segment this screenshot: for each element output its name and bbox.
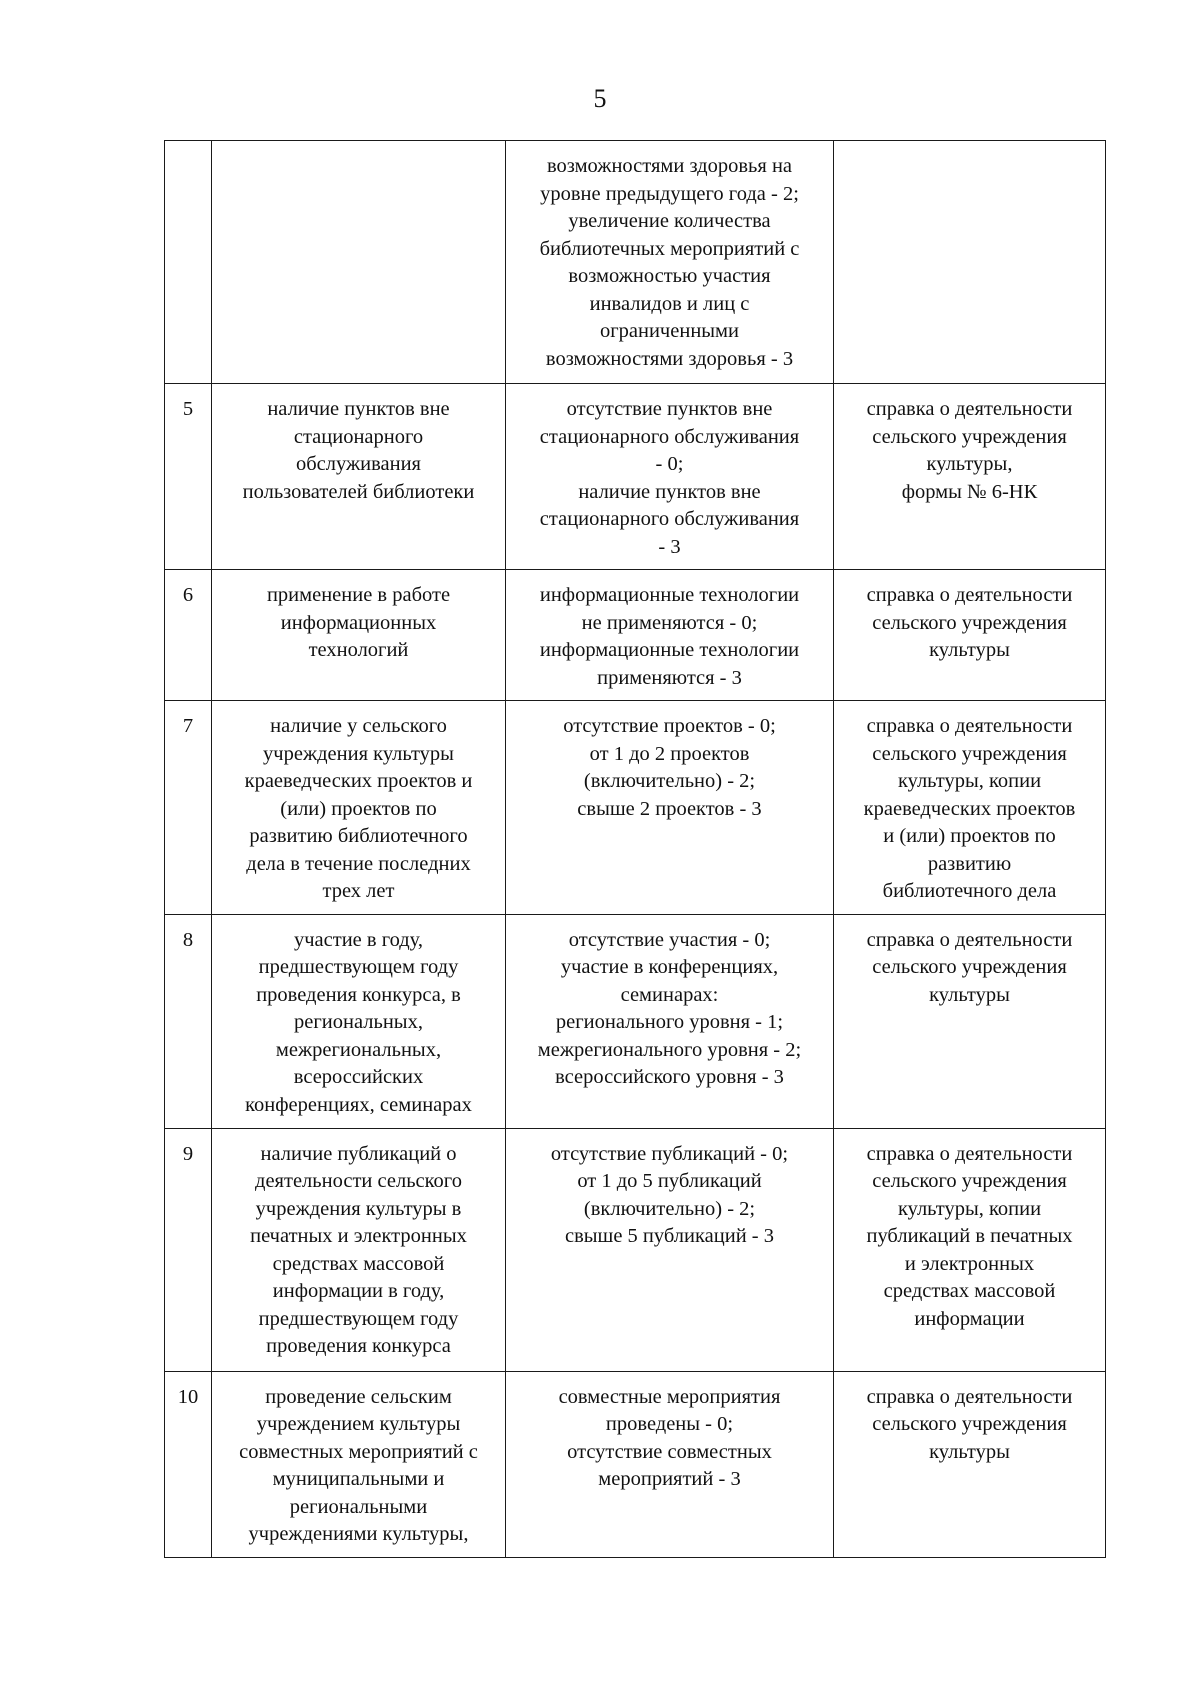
source-line: культуры,: [926, 453, 1013, 475]
scoring-line: инвалидов и лиц с: [589, 292, 750, 315]
criterion-line: предшествующем году: [258, 1307, 459, 1330]
scoring-line: - 0;: [655, 453, 684, 475]
criterion-line: информационных: [280, 611, 437, 634]
criterion-line: муниципальными и: [272, 1468, 445, 1490]
table-row: [165, 1128, 1106, 1371]
source-line: справка о деятельности: [866, 1142, 1073, 1165]
criterion-cell: [212, 1371, 506, 1557]
scoring-line: отсутствие проектов - 0;: [563, 715, 776, 737]
scoring-line: всероссийского уровня - 3: [555, 1066, 784, 1088]
scoring-line: возможностями здоровья - 3: [545, 347, 794, 370]
source-line: информации: [914, 1307, 1025, 1330]
source-line: и электронных: [904, 1252, 1035, 1275]
source-line: средствах массовой: [883, 1280, 1056, 1302]
source-line: библиотечного дела: [882, 880, 1057, 902]
scoring-line: стационарного обслуживания: [539, 425, 800, 448]
source-line: и (или) проектов по: [883, 825, 1056, 847]
source-line: культуры, копии: [897, 1197, 1042, 1220]
scoring-line: межрегионального уровня - 2;: [537, 1038, 802, 1061]
source-line: сельского учреждения: [872, 1170, 1067, 1192]
scoring-line: (включительно) - 2;: [583, 770, 756, 792]
row-number: 9: [165, 1128, 212, 1371]
criterion-line: средствах массовой: [272, 1252, 445, 1275]
source-line: краеведческих проектов: [863, 797, 1076, 820]
scoring-line: библиотечных мероприятий с: [539, 237, 800, 260]
criterion-cell: [212, 701, 506, 915]
criterion-line: региональных,: [294, 1011, 423, 1033]
row-number: [165, 141, 212, 384]
source-line: сельского учреждения: [872, 611, 1067, 634]
scoring-line: отсутствие пунктов вне: [566, 398, 773, 420]
source-line: сельского учреждения: [872, 742, 1067, 765]
criterion-line: дела в течение последних: [246, 852, 471, 875]
criterion-line: (или) проектов по: [280, 797, 437, 820]
criterion-line: печатных и электронных: [250, 1225, 467, 1247]
criterion-line: краеведческих проектов и: [244, 770, 473, 792]
table-row: [165, 384, 1106, 570]
scoring-cell: [506, 141, 834, 384]
source-cell: [834, 141, 1106, 384]
scoring-line: семинарах:: [620, 983, 719, 1006]
scoring-line: регионального уровня - 1;: [555, 1011, 784, 1033]
scoring-line: ограниченными: [599, 320, 739, 342]
page-number: 5: [593, 84, 607, 113]
source-line: формы № 6-НК: [901, 480, 1038, 503]
criterion-line: трех лет: [322, 880, 395, 902]
scoring-line: информационные технологии: [539, 639, 800, 661]
scoring-line: применяются - 3: [597, 666, 742, 689]
scoring-line: отсутствие публикаций - 0;: [550, 1142, 789, 1165]
source-cell: [834, 1371, 1106, 1557]
criterion-line: проведение сельским: [265, 1385, 452, 1408]
scoring-line: свыше 2 проектов - 3: [577, 797, 762, 820]
criterion-line: применение в работе: [266, 584, 451, 606]
table-row: [165, 914, 1106, 1128]
scoring-line: возможностями здоровья на: [546, 155, 793, 177]
source-cell: [834, 384, 1106, 570]
scoring-line: уровне предыдущего года - 2;: [540, 182, 799, 205]
source-line: культуры: [929, 983, 1010, 1006]
scoring-line: проведены - 0;: [605, 1413, 734, 1435]
scoring-line: (включительно) - 2;: [583, 1197, 756, 1220]
scoring-line: - 3: [658, 535, 681, 558]
criterion-line: учреждением культуры: [256, 1413, 461, 1435]
row-number: 6: [165, 570, 212, 701]
criterion-line: всероссийских: [293, 1066, 424, 1088]
source-line: культуры, копии: [897, 770, 1042, 792]
criterion-line: наличие у сельского: [270, 715, 447, 737]
scoring-line: наличие пунктов вне: [578, 480, 761, 503]
criterion-line: наличие публикаций о: [260, 1142, 457, 1165]
scoring-cell: [506, 1371, 834, 1557]
criterion-line: учреждения культуры в: [255, 1197, 462, 1220]
source-line: справка о деятельности: [866, 1385, 1073, 1408]
scoring-line: от 1 до 2 проектов: [589, 742, 750, 765]
criterion-line: региональными: [289, 1495, 428, 1518]
source-line: культуры: [929, 639, 1010, 661]
criterion-line: обслуживания: [295, 453, 421, 475]
criterion-line: совместных мероприятий с: [239, 1440, 478, 1463]
source-line: справка о деятельности: [866, 584, 1073, 606]
scoring-line: отсутствие совместных: [567, 1440, 772, 1463]
criterion-line: учреждения культуры: [263, 742, 454, 765]
scoring-cell: [506, 914, 834, 1128]
criterion-cell: [212, 570, 506, 701]
criterion-line: предшествующем году: [258, 956, 459, 978]
criterion-line: информации в году,: [272, 1280, 445, 1302]
source-line: публикаций в печатных: [866, 1225, 1073, 1247]
source-cell: [834, 570, 1106, 701]
criteria-table-body: [165, 141, 1106, 1558]
scoring-cell: [506, 384, 834, 570]
criterion-cell: [212, 141, 506, 384]
scoring-line: стационарного обслуживания: [539, 508, 800, 530]
row-number: 7: [165, 701, 212, 915]
source-line: справка о деятельности: [866, 715, 1073, 737]
scoring-line: увеличение количества: [568, 210, 771, 232]
criterion-line: межрегиональных,: [275, 1038, 442, 1061]
scoring-line: возможностью участия: [568, 265, 771, 287]
source-line: сельского учреждения: [872, 956, 1067, 978]
row-number: 8: [165, 914, 212, 1128]
table-row: [165, 701, 1106, 915]
scoring-line: отсутствие участия - 0;: [568, 928, 771, 951]
criterion-line: проведения конкурса, в: [256, 983, 461, 1006]
criterion-cell: [212, 1128, 506, 1371]
scoring-line: от 1 до 5 публикаций: [577, 1170, 762, 1192]
scoring-line: информационные технологии: [539, 584, 800, 606]
criterion-line: учреждениями культуры,: [248, 1523, 469, 1545]
source-line: сельского учреждения: [872, 425, 1067, 448]
criterion-line: наличие пунктов вне: [267, 398, 450, 420]
scoring-cell: [506, 701, 834, 915]
scoring-line: свыше 5 публикаций - 3: [565, 1225, 774, 1247]
table-row: [165, 141, 1106, 384]
criterion-line: пользователей библиотеки: [242, 480, 475, 503]
source-line: сельского учреждения: [872, 1413, 1067, 1435]
table-row: [165, 1371, 1106, 1557]
scoring-line: участие в конференциях,: [560, 956, 779, 978]
scoring-line: мероприятий - 3: [598, 1468, 741, 1490]
criterion-line: технологий: [308, 639, 409, 661]
criterion-cell: [212, 384, 506, 570]
criterion-line: стационарного: [293, 425, 424, 448]
scoring-cell: [506, 1128, 834, 1371]
criteria-table: [164, 140, 1106, 1558]
criterion-line: конференциях, семинарах: [245, 1093, 472, 1116]
criterion-line: деятельности сельского: [255, 1170, 462, 1192]
criterion-line: участие в году,: [293, 928, 424, 951]
criterion-line: развитию библиотечного: [249, 825, 468, 847]
scoring-line: не применяются - 0;: [581, 611, 758, 634]
criterion-cell: [212, 914, 506, 1128]
scoring-cell: [506, 570, 834, 701]
source-cell: [834, 701, 1106, 915]
source-line: культуры: [929, 1440, 1010, 1463]
source-cell: [834, 914, 1106, 1128]
source-line: развитию: [927, 852, 1012, 875]
source-line: справка о деятельности: [866, 928, 1073, 951]
row-number: 5: [165, 384, 212, 570]
source-cell: [834, 1128, 1106, 1371]
scoring-line: совместные мероприятия: [558, 1385, 781, 1408]
source-line: справка о деятельности: [866, 398, 1073, 420]
criterion-line: проведения конкурса: [266, 1335, 451, 1357]
row-number: 10: [165, 1371, 212, 1557]
table-row: [165, 570, 1106, 701]
